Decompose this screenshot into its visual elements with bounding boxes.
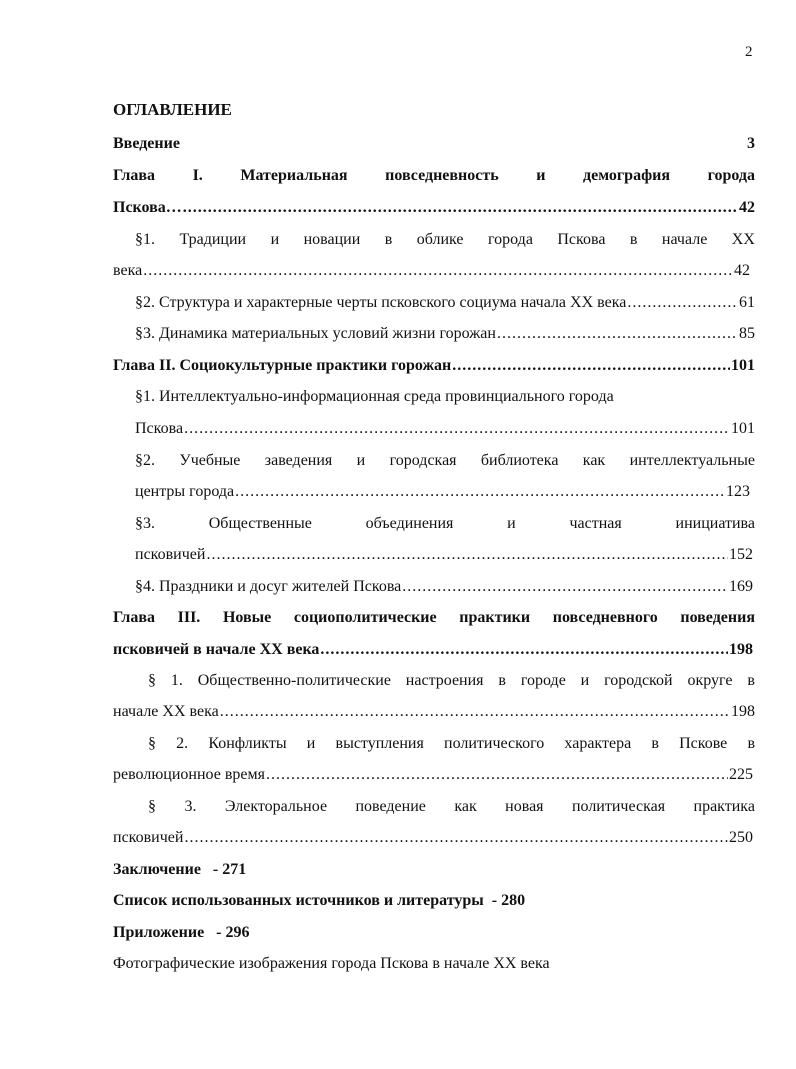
entry-label: Пскова [135,420,184,437]
entry-label: Пскова… [113,199,182,216]
entry-page: 123 [726,483,750,500]
entry-word: поведения [680,609,755,626]
entry-word: §3. [135,515,155,532]
entry-word: Электоральное [224,798,328,815]
entry-word: ХХ [731,231,755,248]
entry-word: §1. [135,231,155,248]
entry-word: Общественные [208,515,312,532]
entry-page: 198 [729,641,753,658]
entry-word: Глава [113,609,155,626]
toc-entry-2-2-cont[interactable] [135,481,750,503]
entry-label: §4. Праздники и досуг жителей Пскова [135,578,402,595]
entry-word: 2. [176,735,189,752]
entry-word: и [270,231,280,248]
appendix-description: Фотографические изображения города Пскова в начале ХХ века [113,955,550,972]
entry-word: Материальная [240,167,348,184]
entry-word: 1. [170,672,183,689]
toc-entry-chapter-1[interactable] [113,165,755,187]
entry-word: городе [520,672,566,689]
toc-entry-chapter-1-cont[interactable] [113,197,755,219]
toc-entry-appendix[interactable]: Приложение - 296 [113,924,250,941]
toc-entry-3-3-cont[interactable] [113,827,753,849]
entry-word: Глава [113,167,155,184]
entry-page: 152 [729,546,753,563]
entry-word: как [582,452,606,469]
entry-label: §2. Структура и характерные черты псковского социума начала ХХ века [135,294,627,311]
toc-entry-1-2[interactable] [135,292,755,314]
entry-word: Конфликты [208,735,287,752]
entry-word: объединения [365,515,454,532]
entry-label: революционное время [113,766,265,783]
entry-word: повседневность [385,167,499,184]
entry-word: настроения [405,672,484,689]
entry-word: демография [583,167,671,184]
toc-entry-3-1-cont[interactable] [113,701,755,723]
toc-entry-1-3[interactable] [135,323,755,345]
entry-word: Новые [222,609,272,626]
toc-entry-1-1[interactable] [135,229,755,251]
entry-word: города [487,231,533,248]
entry-page: 101 [731,357,755,374]
entry-word: и [306,735,316,752]
toc-entry-chapter-3[interactable] [113,607,755,629]
entry-word: городской [604,672,673,689]
toc-entry-2-2[interactable] [135,450,755,472]
toc-entry-chapter-2[interactable] [113,355,755,377]
toc-entry-1-1-cont[interactable] [113,260,750,282]
toc-entry-intro[interactable] [113,133,755,155]
entry-word: и [507,515,516,532]
entry-word: социополитические [293,609,437,626]
entry-word: новая [505,798,544,815]
entry-word: Традиции [179,231,247,248]
entry-label: Введение [113,135,180,152]
entry-word: выступления [335,735,424,752]
toc-entry-2-3-cont[interactable] [135,544,753,566]
entry-page: 198 [731,703,755,720]
entry-word: § [148,672,156,689]
entry-word: практика [693,798,755,815]
entry-word: округе [687,672,733,689]
entry-word: в [747,735,755,752]
entry-word: практики [459,609,531,626]
toc-entry-3-3[interactable] [148,796,755,818]
entry-word: облике [416,231,464,248]
entry-page: 169 [729,578,753,595]
entry-word: новации [303,231,361,248]
entry-word: заведения [264,452,333,469]
entry-label: псковичей [113,829,184,846]
entry-word: политическая [571,798,666,815]
entry-word: в [651,735,659,752]
entry-word: как [454,798,477,815]
entry-label: центры города [135,483,235,500]
toc-entry-3-2-cont[interactable] [113,764,753,786]
toc-title: ОГЛАВЛЕНИЕ [113,100,232,119]
entry-word: Пскове [679,735,728,752]
entry-word: Пскова [557,231,606,248]
entry-page: 42 [734,262,750,279]
entry-page: 3 [747,135,755,152]
entry-label: псковичей [135,546,206,563]
page-number: 2 [745,44,753,60]
entry-page: 61 [739,294,755,311]
entry-label: §3. Динамика материальных условий жизни горожан [135,325,496,342]
toc-entry-conclusion[interactable]: Заключение - 271 [113,861,247,878]
entry-page: 42 [739,199,755,216]
toc-entry-2-3[interactable] [135,513,755,535]
toc-entry-sources[interactable]: Список использованных источников и литературы - 280 [113,892,526,909]
entry-word: в [384,231,393,248]
entry-word: и [580,672,590,689]
entry-page: 85 [739,325,755,342]
entry-word: и [536,167,546,184]
entry-label: начале ХХ века [113,703,219,720]
entry-word: Общественно-политические [197,672,391,689]
entry-word: §2. [135,452,155,469]
entry-word: Учебные [179,452,241,469]
entry-word: III. [177,609,201,626]
toc-entry-2-1[interactable]: §1. Интеллектуально-информационная среда провинциального города [135,388,614,405]
entry-word: начале [661,231,708,248]
entry-word: I. [192,167,203,184]
entry-word: § [148,798,156,815]
entry-label: псковичей в начале ХХ века [113,641,320,658]
entry-page: 225 [729,766,753,783]
entry-word: библиотека [480,452,559,469]
entry-label: Глава II. Социокультурные практики горожан [113,357,452,374]
entry-page: 101 [731,420,755,437]
entry-word: частная [569,515,622,532]
entry-word: города [707,167,755,184]
entry-word: характера [564,735,632,752]
entry-word: в [747,672,755,689]
entry-word: городская [389,452,457,469]
toc-entry-3-2[interactable] [148,733,755,755]
toc-entry-chapter-3-cont[interactable] [113,639,753,661]
entry-word: инициатива [675,515,755,532]
entry-word: 3. [184,798,197,815]
toc-entry-2-4[interactable] [135,576,753,598]
toc-entry-3-1[interactable] [148,670,755,692]
entry-word: в [629,231,638,248]
entry-page: 250 [729,829,753,846]
entry-word: в [498,672,506,689]
entry-word: § [148,735,156,752]
entry-word: поведение [355,798,426,815]
entry-word: и [356,452,366,469]
entry-label: века [113,262,143,279]
entry-word: политического [444,735,545,752]
toc-entry-2-1-cont[interactable] [135,418,755,440]
entry-word: интеллектуальные [629,452,755,469]
entry-word: повседневного [552,609,658,626]
